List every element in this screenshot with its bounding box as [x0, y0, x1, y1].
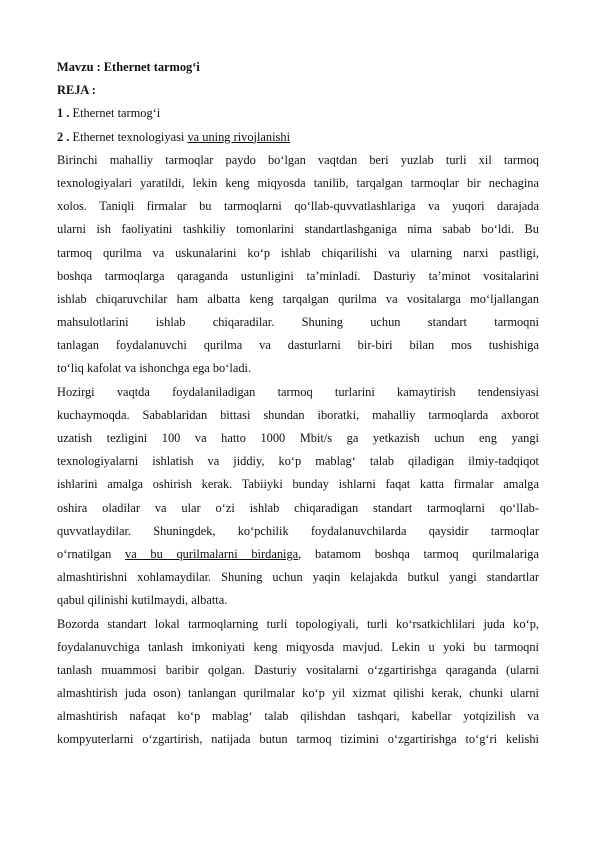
body-line: to‘liq kafolat va ishonchga ega bo‘ladi.: [57, 361, 252, 376]
body-line: uzatish tezligini 100 va hatto 1000 Mbit/s ga yetkazish uchun eng yangi: [57, 431, 539, 445]
body-line-part: o‘rnatilgan: [57, 546, 126, 561]
body-line: oshira oladilar va ular o‘zi ishlab chiqaradigan standart tarmoqlarni qo‘llab-: [57, 500, 539, 515]
body-line: ishlab chiqaruvchilar ham albatta keng tarqalgan qurilma va vositalarga mo‘ljallangan: [57, 291, 539, 306]
body-line: qabul qilinishi kutilmaydi, albatta.: [57, 593, 228, 608]
body-line: texnologiyalari yaratildi, lekin keng miqyosda tanilib, tarqalgan tarmoqlar bir nechagina: [57, 175, 539, 190]
body-line: tanlash muammosi baribir qolgan. Dasturiy vositalarni o‘zgartirishga qaraganda (ularni: [57, 662, 539, 677]
body-line: Hozirgi vaqtda foydalaniladigan tarmoq turlarini kamaytirish tendensiyasi: [57, 384, 539, 399]
body-line: foydalanuvchiga tanlash imkoniyati keng miqyosda mavjud. Lekin u yoki bu tarmoqni: [57, 639, 539, 654]
body-line: boshqa tarmoqlarga qaraganda ustunligini ta’minladi. Dasturiy ta’minot vositalarini: [57, 268, 539, 283]
body-line: tanlagan foydalanuvchi qurilma va dasturlarni bir-biri bilan mos tushishiga: [57, 338, 539, 353]
plan-item: [57, 126, 539, 149]
body-line: ishlarini amalga oshirish kerak. Tabiiyki bunday ishlarni faqat katta firmalar amalga: [57, 477, 539, 492]
plan-heading: REJA :: [57, 83, 96, 98]
body-line: kompyuterlarni o‘zgartirish, natijada butun tarmoq tizimini o‘zgartirishga to‘g‘ri kelishi: [57, 732, 539, 747]
body-line: ularni ish faoliyatini tashkiliy tomonlarini standartlashganiga nima sabab bo‘ldi. Bu: [57, 222, 539, 237]
body-text: [57, 149, 539, 752]
body-line: almashtirishni xohlamaydilar. Shuning uchun yaqin kelajakda butkul yangi standartlar: [57, 570, 539, 585]
body-line: [57, 543, 539, 566]
body-line: Bozorda standart lokal tarmoqlarning turli topologiyali, turli ko‘rsatkichlilari juda ko‘p,: [57, 616, 539, 631]
plan-item-text: Ethernet tarmog‘i: [72, 106, 161, 121]
body-line: xolos. Taniqli firmalar bu tarmoqlarni qo‘llab-quvvatlashlariga va yuqori darajada: [57, 199, 539, 214]
body-line: Birinchi mahalliy tarmoqlar paydo bo‘lgan vaqtdan beri yuzlab turli xil tarmoq: [57, 152, 539, 167]
body-line: mahsulotlarini ishlab chiqaradilar. Shuning uchun standart tarmoqni: [57, 315, 539, 330]
underlined-phrase: va bu qurilmalarni birdaniga: [125, 546, 299, 561]
plan-item-number: 2 .: [57, 129, 70, 144]
plan-item-text-underlined: va uning rivojlanishi: [187, 129, 291, 144]
body-line-part: , batamom boshqa tarmoq qurilmalariga: [298, 546, 539, 561]
body-line: kuchaymoqda. Sabablaridan bittasi shundan iboratki, mahalliy tarmoqlarda axborot: [57, 407, 539, 422]
body-line: texnologiyalarni ishlatish va jiddiy, ko‘p mablag‘ talab qiladigan ilmiy-tadqiqot: [57, 454, 539, 469]
body-line: almashtirish nafaqat ko‘p mablag‘ talab qilishdan tashqari, kabellar yotqizilish va: [57, 709, 539, 724]
document-page: [57, 56, 539, 752]
body-line: tarmoq qurilma va uskunalarini ko‘p ishlab chiqarilishi va ularning narxi pastligi,: [57, 245, 539, 260]
plan-item: [57, 102, 539, 125]
body-line: almashtirish juda oson) tanlangan qurilmalar ko‘p yil xizmat qilishi kerak, chunki ularni: [57, 686, 539, 701]
document-title: Mavzu : Ethernet tarmog‘i: [57, 60, 200, 74]
plan-item-text: Ethernet texnologiyasi: [72, 129, 185, 144]
plan-item-number: 1 .: [57, 106, 70, 121]
body-line: quvvatlaydilar. Shuningdek, ko‘pchilik foydalanuvchilarda qaysidir tarmoqlar: [57, 523, 539, 538]
